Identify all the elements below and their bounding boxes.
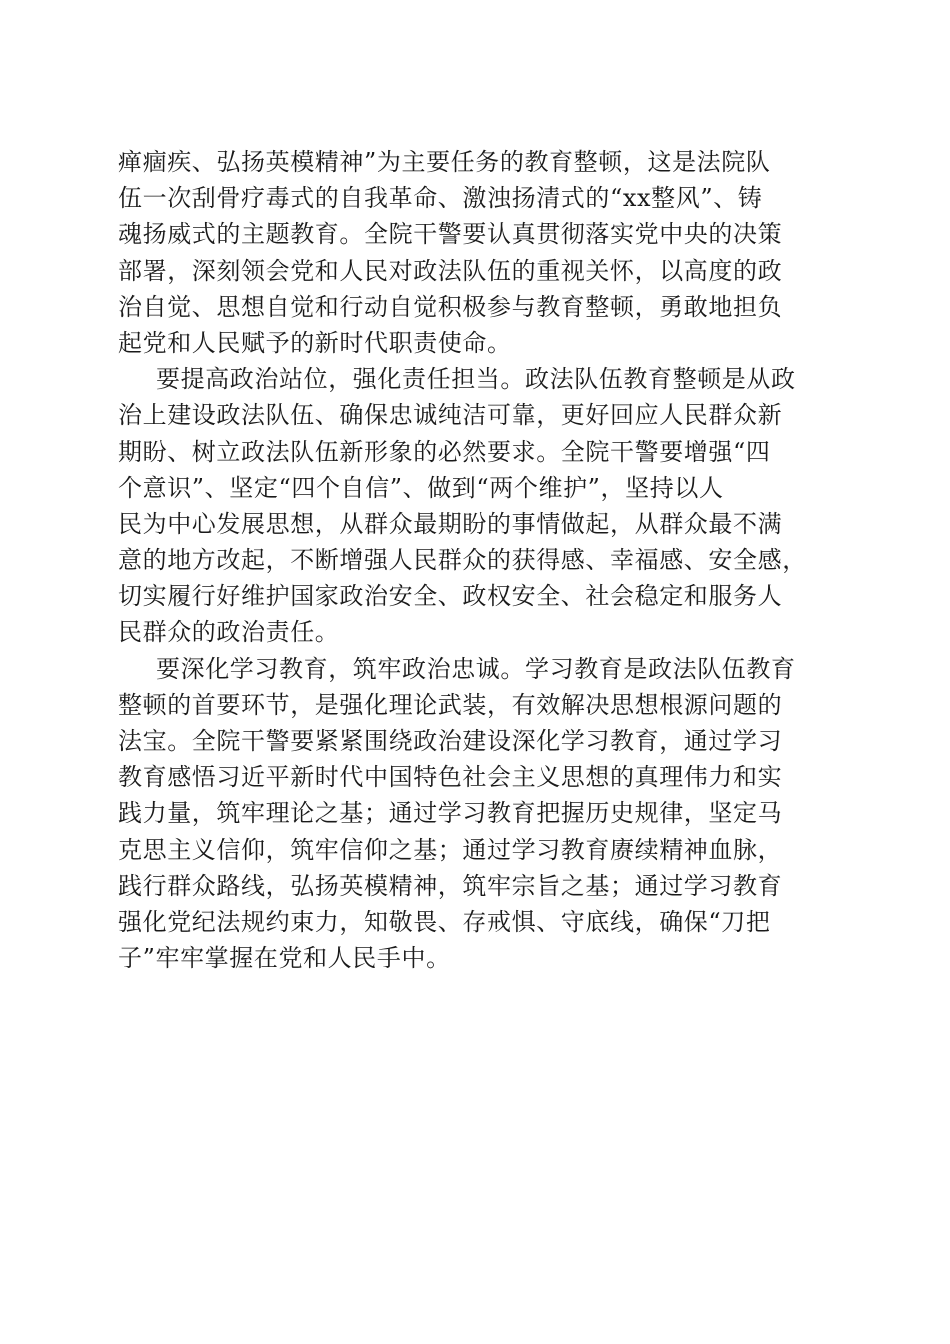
- text-line: 瘅痼疾、弘扬英模精神”为主要任务的教育整顿，这是法院队: [118, 148, 771, 176]
- text-line: 伍一次刮骨疗毒式的自我革命、激浊扬清式的“xx整风”、铸: [118, 184, 763, 213]
- text-line: 教育感悟习近平新时代中国特色社会主义思想的真理伟力和实: [118, 763, 783, 792]
- text-line: 个意识”、坚定“四个自信”、做到“两个维护”，坚持以人: [118, 473, 724, 502]
- text-line: 法宝。全院干警要紧紧围绕政治建设深化学习教育，通过学习: [118, 727, 783, 755]
- text-line: 切实履行好维护国家政治安全、政权安全、社会稳定和服务人: [118, 582, 783, 611]
- paragraph-first-line: 要提高政治站位，强化责任担当。政法队伍教育整顿是从政: [156, 365, 796, 394]
- text-line: 期盼、树立政法队伍新形象的必然要求。全院干警要增强“四: [118, 437, 771, 466]
- text-line: 部署，深刻领会党和人民对政法队伍的重视关怀，以高度的政: [118, 256, 783, 285]
- text-line: 子”牢牢掌握在党和人民手中。: [118, 944, 451, 973]
- text-line: 魂扬威式的主题教育。全院干警要认真贯彻落实党中央的决策: [118, 220, 783, 249]
- text-line: 克思主义信仰，筑牢信仰之基；通过学习教育赓续精神血脉，: [118, 835, 783, 864]
- text-line: 践行群众路线，弘扬英模精神，筑牢宗旨之基；通过学习教育: [118, 871, 783, 900]
- paragraph-first-line: 要深化学习教育，筑牢政治忠诚。学习教育是政法队伍教育: [156, 654, 796, 683]
- text-line: 治自觉、思想自觉和行动自觉积极参与教育整顿，勇敢地担负: [118, 292, 783, 321]
- text-line: 起党和人民赋予的新时代职责使命。: [118, 328, 512, 357]
- text-line: 治上建设政法队伍、确保忠诚纯洁可靠，更好回应人民群众新: [118, 401, 783, 430]
- text-line: 民群众的政治责任。: [118, 618, 340, 647]
- text-line: 意的地方改起，不断增强人民群众的获得感、幸福感、安全感，: [118, 546, 807, 575]
- document-body: [118, 144, 838, 976]
- text-line: 强化党纪法规约束力，知敬畏、存戒惧、守底线，确保“刀把: [118, 907, 771, 936]
- text-line: 践力量，筑牢理论之基；通过学习教育把握历史规律，坚定马: [118, 799, 783, 828]
- text-line: 民为中心发展思想，从群众最期盼的事情做起，从群众最不满: [118, 509, 783, 538]
- text-line: 整顿的首要环节，是强化理论武装，有效解决思想根源问题的: [118, 690, 783, 719]
